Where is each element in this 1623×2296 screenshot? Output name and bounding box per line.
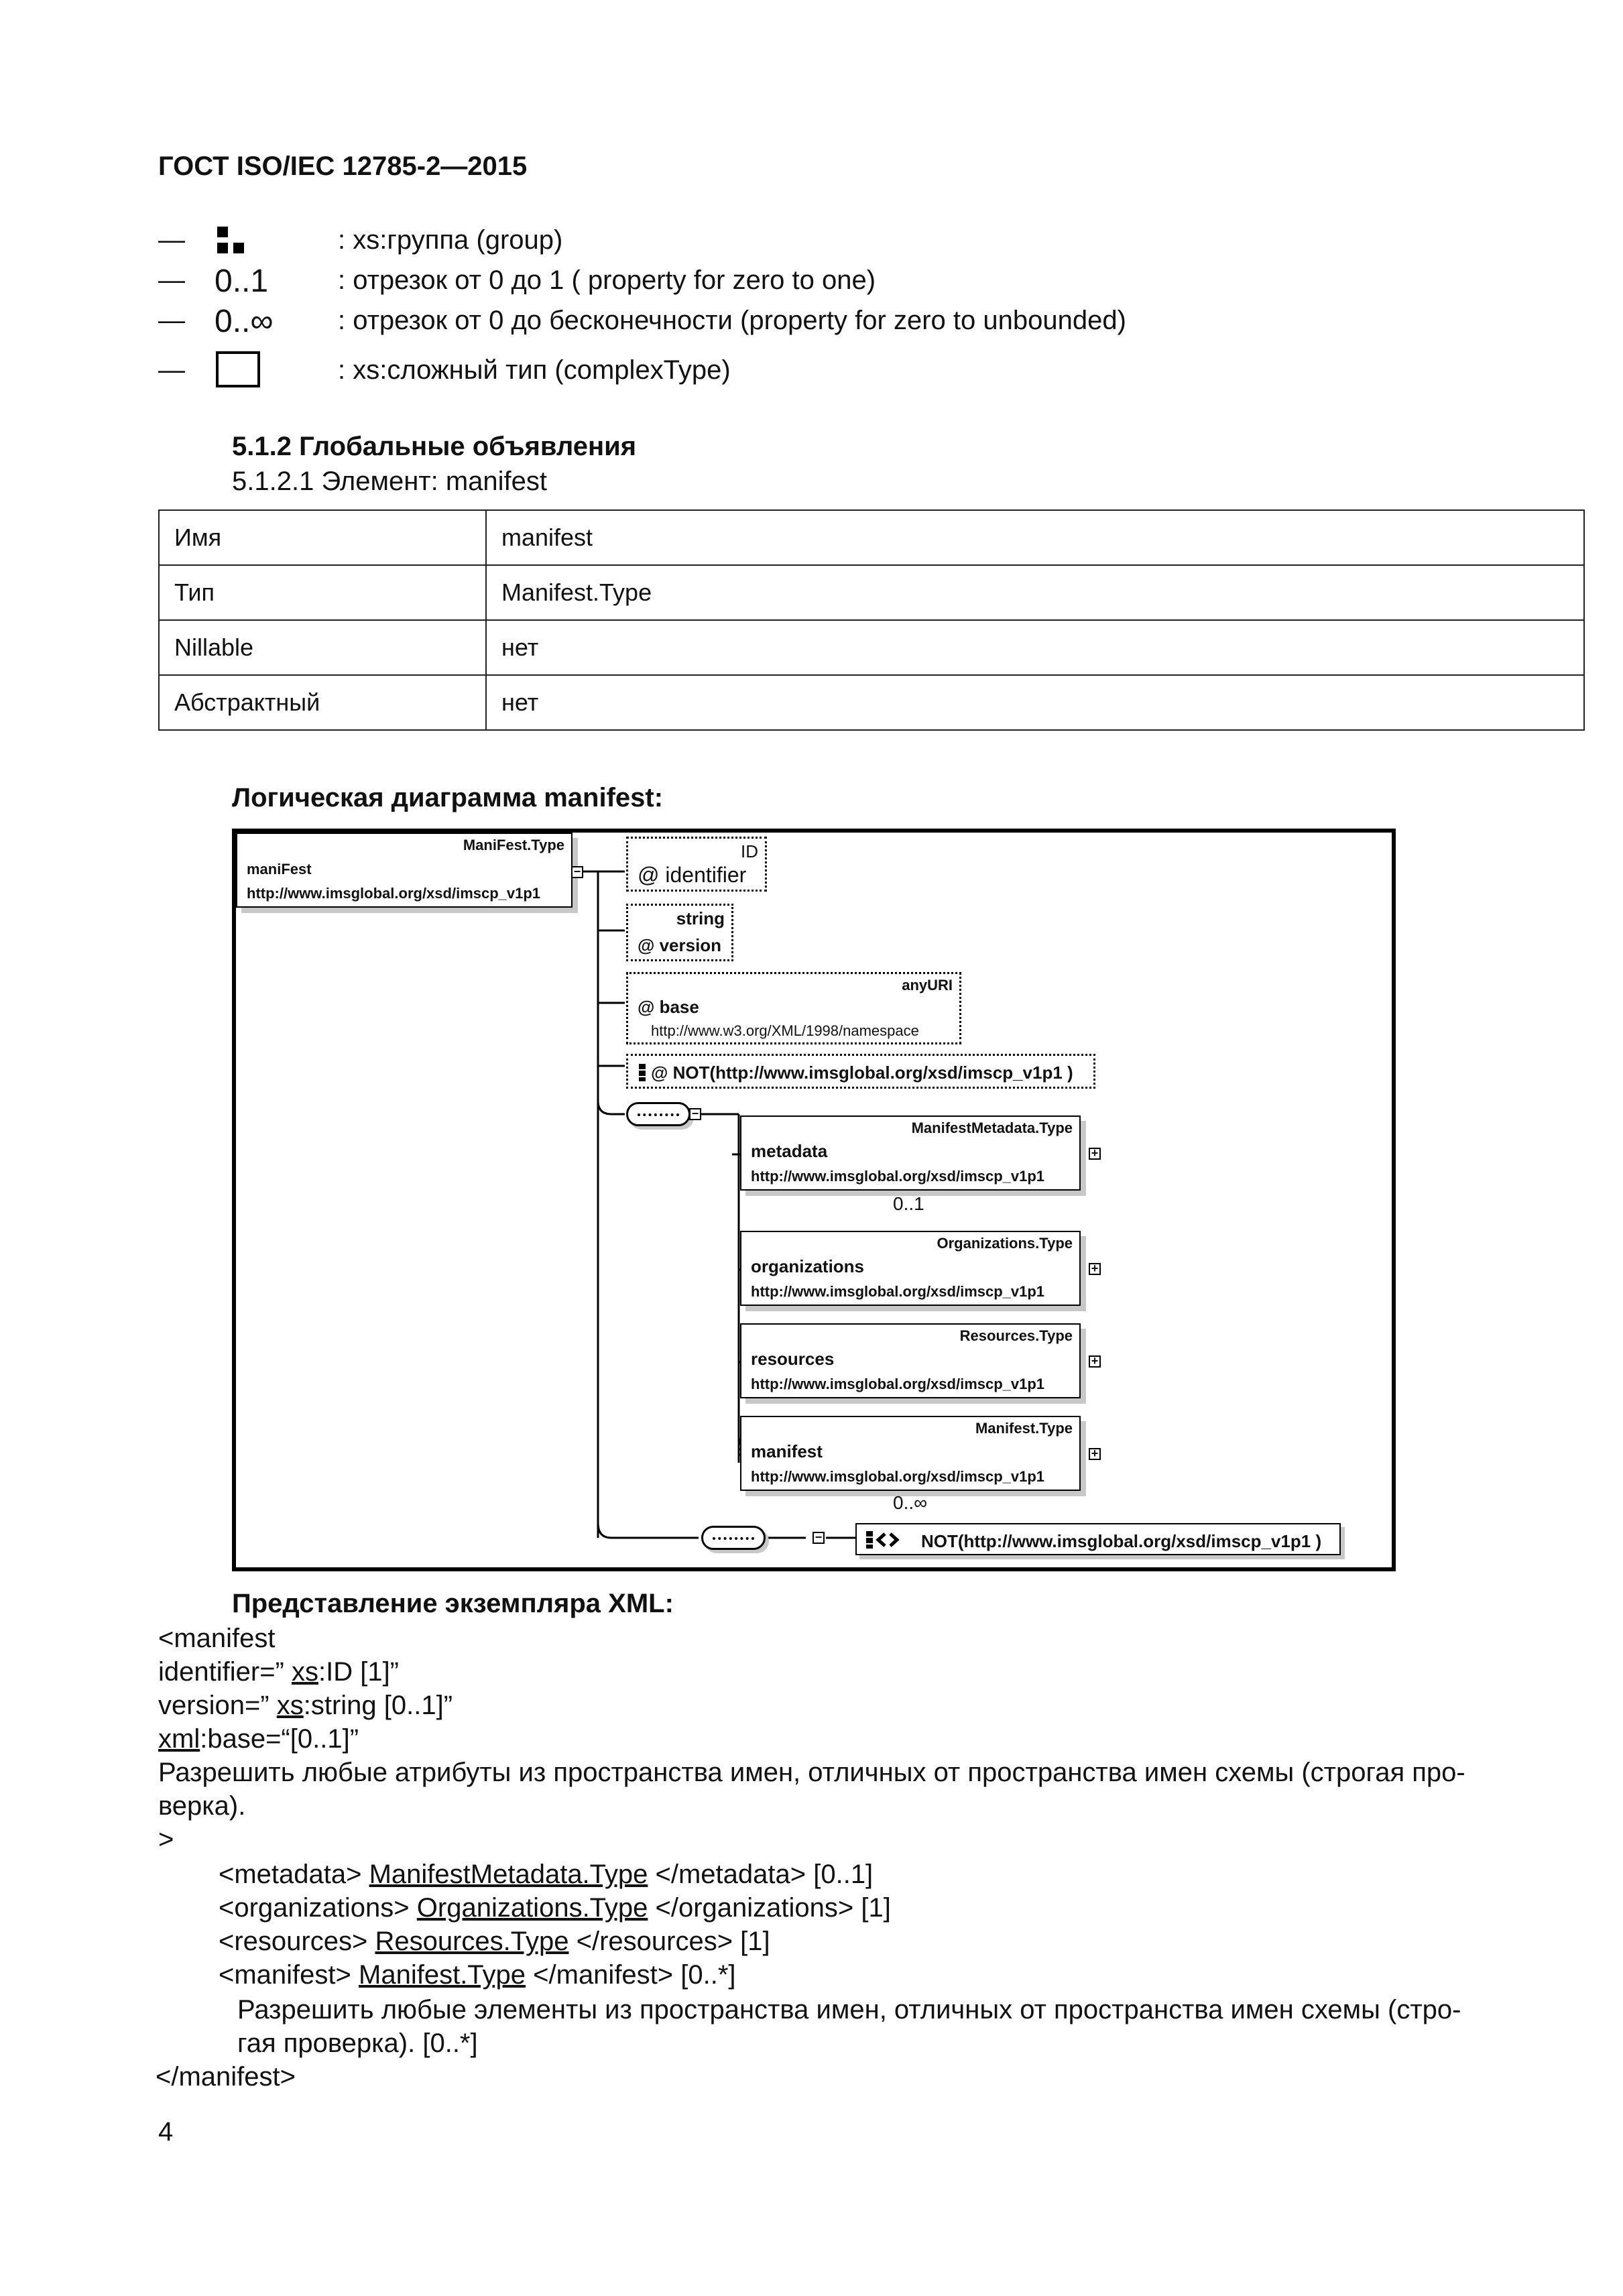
xml-text: <resources> (219, 1927, 375, 1956)
xml-line: Разрешить любые атрибуты из пространства имен, отличных от пространства имен схемы (строгая про- (158, 1758, 1465, 1787)
root-namespace: http://www.imsglobal.org/xsd/imscp_v1p1 (247, 885, 541, 902)
expand-icon[interactable]: + (1089, 1448, 1101, 1460)
xml-text: <manifest> (219, 1960, 359, 1990)
any-attribute-label: @ NOT(http://www.imsglobal.org/xsd/imscp_v1p1 ) (651, 1063, 1073, 1083)
logical-diagram (232, 829, 1396, 1571)
xml-text: identifier=” (158, 1657, 292, 1687)
xml-line (219, 1927, 770, 1957)
property-value: Manifest.Type (486, 565, 1584, 620)
xml-line (158, 1657, 399, 1687)
legend-text: : xs:сложный тип (complexType) (338, 355, 731, 385)
cardinality-label: 0..1 (893, 1193, 924, 1214)
xml-line (219, 1893, 891, 1923)
property-key: Nillable (159, 620, 486, 675)
attribute-type: string (676, 908, 725, 928)
complex-type-icon (215, 350, 263, 397)
expand-icon[interactable]: + (1089, 1355, 1101, 1368)
type-link-manifest-metadata[interactable]: ManifestMetadata.Type (369, 1860, 648, 1889)
element-name: organizations (751, 1256, 865, 1276)
sequence-icon (626, 1102, 690, 1126)
properties-table (158, 509, 1585, 731)
collapse-icon[interactable]: − (571, 866, 583, 878)
attribute-type: anyURI (902, 977, 953, 993)
running-header: ГОСТ ISO/IEC 12785-2—2015 (158, 152, 528, 181)
root-type: ManiFest.Type (463, 837, 564, 853)
group-icon (215, 225, 252, 264)
element-name: manifest (751, 1441, 823, 1461)
xml-line (219, 1960, 736, 1990)
xml-text: </resources> [1] (568, 1927, 770, 1956)
xml-text: </metadata> [0..1] (648, 1860, 874, 1889)
xml-text: </organizations> [1] (648, 1893, 891, 1923)
attribute-identifier (626, 837, 767, 892)
legend-text: : xs:группа (group) (338, 225, 563, 255)
table-row (159, 510, 1584, 565)
attribute-base (626, 972, 961, 1044)
xml-text: :base=“[0..1]” (200, 1724, 359, 1754)
attribute-label: @ base (638, 997, 699, 1017)
any-element-box (855, 1523, 1341, 1555)
element-type: Resources.Type (959, 1327, 1073, 1344)
legend-text: : отрезок от 0 до бесконечности (property for zero to unbounded) (338, 306, 1126, 335)
element-type: ManifestMetadata.Type (911, 1120, 1073, 1136)
element-namespace: http://www.imsglobal.org/xsd/imscp_v1p1 (751, 1376, 1045, 1392)
xml-line (158, 1691, 453, 1721)
attribute-version (626, 904, 733, 961)
expand-icon[interactable]: + (1089, 1263, 1101, 1275)
attribute-label: @ identifier (638, 863, 747, 887)
root-name: maniFest (247, 861, 312, 878)
element-namespace: http://www.imsglobal.org/xsd/imscp_v1p1 (751, 1468, 1045, 1485)
xml-text: :ID [1]” (318, 1657, 400, 1687)
attribute-namespace: http://www.w3.org/XML/1998/namespace (651, 1022, 919, 1039)
xml-link[interactable]: xs (276, 1691, 304, 1720)
sequence-icon (701, 1526, 766, 1550)
xml-line (158, 1724, 359, 1754)
element-namespace: http://www.imsglobal.org/xsd/imscp_v1p1 (751, 1283, 1045, 1300)
element-type: Organizations.Type (937, 1235, 1073, 1252)
xml-line: Разрешить любые элементы из пространства имен, отличных от пространства имен схемы (стро- (237, 1995, 1461, 2025)
element-namespace: http://www.imsglobal.org/xsd/imscp_v1p1 (751, 1168, 1045, 1185)
xml-line (219, 1860, 873, 1890)
property-value: нет (486, 620, 1584, 675)
property-value: нет (486, 675, 1584, 730)
any-attribute-box (626, 1054, 1095, 1089)
xml-title: Представление экземпляра XML: (232, 1589, 674, 1618)
xml-line: гая проверка). [0..*] (237, 2029, 478, 2058)
legend-text: : отрезок от 0 до 1 ( property for zero to one) (338, 265, 876, 295)
xml-text: </manifest> [0..*] (526, 1960, 736, 1990)
legend-dash: — (158, 225, 185, 255)
legend-dash: — (158, 355, 185, 385)
legend-symbol: 0..1 (215, 263, 269, 299)
xml-text: <organizations> (219, 1893, 417, 1923)
diagram-title: Логическая диаграмма manifest: (232, 783, 664, 812)
xml-text: <metadata> (219, 1860, 369, 1889)
property-value: manifest (486, 510, 1584, 565)
table-row (159, 620, 1584, 675)
element-name: resources (751, 1349, 835, 1369)
section-subheading: 5.1.2.1 Элемент: manifest (232, 467, 547, 496)
element-manifest (740, 1416, 1081, 1491)
property-key: Тип (159, 565, 486, 620)
attribute-label: @ version (638, 935, 722, 955)
type-link-resources[interactable]: Resources.Type (375, 1927, 569, 1956)
page-number: 4 (158, 2117, 174, 2147)
xml-line: верка). (158, 1791, 246, 1821)
type-link-manifest[interactable]: Manifest.Type (359, 1960, 526, 1990)
xml-text: version=” (158, 1691, 277, 1720)
xml-line: </manifest> (156, 2062, 296, 2092)
collapse-icon[interactable]: − (813, 1532, 825, 1544)
collapse-icon[interactable]: − (689, 1108, 701, 1120)
type-link-organizations[interactable]: Organizations.Type (416, 1893, 648, 1923)
element-resources (740, 1323, 1081, 1398)
xml-text: :string [0..1]” (303, 1691, 453, 1720)
table-row (159, 675, 1584, 730)
property-key: Имя (159, 510, 486, 565)
element-type: Manifest.Type (975, 1420, 1073, 1437)
element-metadata (740, 1115, 1081, 1191)
xml-line: <manifest (158, 1624, 276, 1653)
xml-link[interactable]: xs (291, 1657, 318, 1687)
property-key: Абстрактный (159, 675, 486, 730)
legend-dash: — (158, 306, 185, 335)
element-name: metadata (751, 1141, 828, 1161)
root-element-box (236, 833, 573, 908)
xml-line: > (158, 1825, 174, 1854)
table-row (159, 565, 1584, 620)
element-organizations (740, 1231, 1081, 1306)
section-heading: 5.1.2 Глобальные объявления (232, 432, 637, 461)
expand-icon[interactable]: + (1089, 1148, 1101, 1160)
attribute-type: ID (741, 841, 758, 861)
legend-dash: — (158, 265, 185, 295)
any-element-label: NOT(http://www.imsglobal.org/xsd/imscp_v1p1 ) (921, 1531, 1322, 1551)
xml-link[interactable]: xml (158, 1724, 200, 1754)
legend-symbol: 0..∞ (215, 304, 274, 339)
cardinality-label: 0..∞ (893, 1492, 928, 1513)
